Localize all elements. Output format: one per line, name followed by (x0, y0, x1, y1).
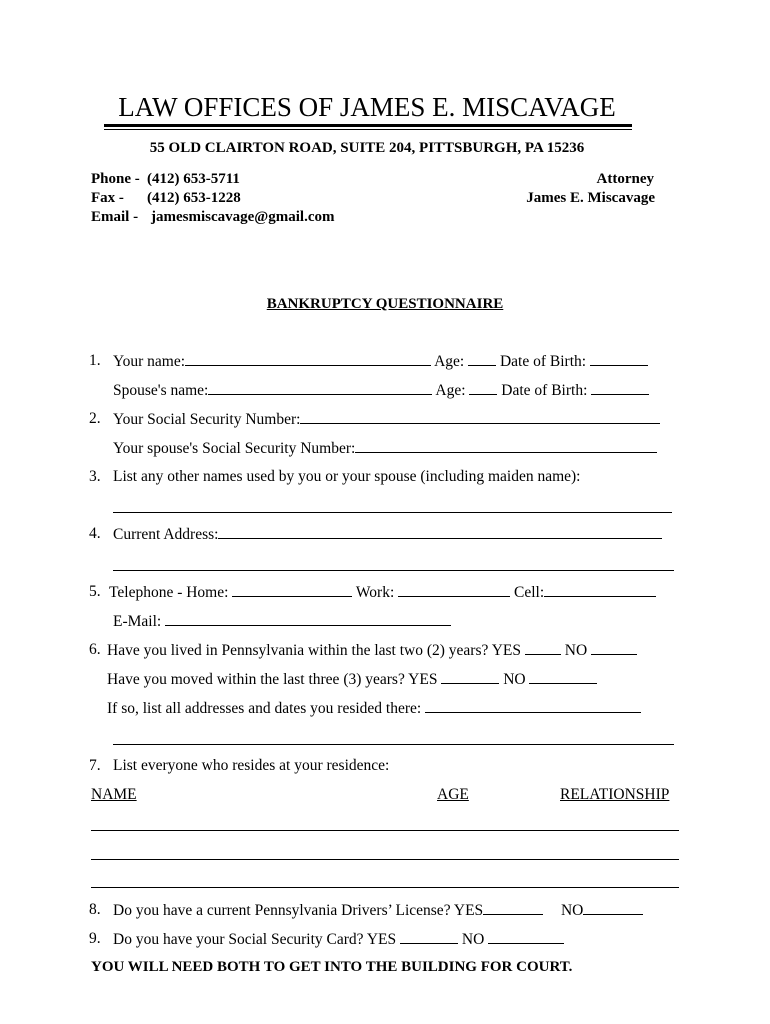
address-label: Current Address: (113, 526, 219, 543)
moved-no-field[interactable] (529, 670, 597, 684)
your-name-field[interactable] (185, 352, 431, 366)
past-addresses-field-1[interactable] (425, 699, 641, 713)
q8-number: 8. (89, 901, 101, 918)
email-field[interactable] (165, 612, 451, 626)
q8-row (113, 901, 643, 920)
firm-title: LAW OFFICES OF JAMES E. MISCAVAGE (118, 92, 616, 122)
address-field-2[interactable] (113, 570, 674, 571)
q5-number: 5. (89, 583, 101, 600)
lived-yes-label: YES (491, 642, 521, 659)
q3-number: 3. (89, 468, 101, 485)
license-yes-label: YES (453, 902, 484, 919)
spouse-dob-field[interactable] (591, 381, 649, 395)
other-names-field[interactable] (113, 512, 672, 513)
lived-yes-field[interactable] (525, 641, 561, 655)
lived-no-label: NO (564, 642, 588, 659)
q1-row (113, 352, 648, 371)
moved-no-label: NO (503, 671, 526, 688)
ssn-field[interactable] (300, 410, 660, 424)
q4-number: 4. (89, 525, 101, 542)
work-phone-label: Work: (355, 584, 395, 601)
q7-text: List everyone who resides at your residence: (113, 757, 390, 774)
dob-label: Date of Birth: (499, 353, 587, 370)
home-phone-field[interactable] (232, 583, 352, 597)
age-field[interactable] (468, 352, 496, 366)
column-name: NAME (91, 786, 137, 803)
spouse-name-label: Spouse's name: (113, 382, 209, 399)
cell-phone-label: Cell: (514, 584, 545, 601)
q2-spouse-row (113, 439, 657, 458)
fax-number: (412) 653-1228 (147, 190, 241, 206)
license-yes-field[interactable] (483, 901, 543, 915)
phone-number: (412) 653-5711 (147, 171, 240, 187)
ss-card-yes-label: YES (366, 931, 397, 948)
fax-label: Fax - (91, 190, 124, 206)
q5-email-row (113, 612, 451, 631)
q6-number: 6. (89, 641, 101, 658)
title-rule-thin (104, 129, 632, 130)
q9-number: 9. (89, 930, 101, 947)
column-age: AGE (437, 786, 469, 803)
q2-row (113, 410, 660, 429)
attorney-name: James E. Miscavage (526, 190, 655, 206)
resident-row-field[interactable] (91, 887, 679, 888)
q2-number: 2. (89, 410, 101, 427)
attorney-label: Attorney (596, 171, 654, 187)
spouse-age-field[interactable] (469, 381, 497, 395)
spouse-ssn-field[interactable] (355, 439, 657, 453)
past-addresses-field-2[interactable] (113, 744, 674, 745)
court-notice: YOU WILL NEED BOTH TO GET INTO THE BUILDING FOR COURT. (91, 959, 573, 975)
ss-card-no-field[interactable] (488, 930, 564, 944)
q6-lived-row (107, 641, 637, 660)
spouse-age-label: Age: (435, 382, 466, 399)
q9-row (113, 930, 564, 949)
license-question: Do you have a current Pennsylvania Drivers’ License? (113, 902, 451, 919)
firm-address: 55 OLD CLAIRTON ROAD, SUITE 204, PITTSBURGH, PA 15236 (149, 140, 585, 156)
lived-no-field[interactable] (591, 641, 637, 655)
home-phone-label: Telephone - Home: (109, 584, 229, 601)
moved-yes-field[interactable] (441, 670, 499, 684)
ssn-label: Your Social Security Number: (113, 411, 301, 428)
column-relationship: RELATIONSHIP (560, 786, 670, 803)
spouse-dob-label: Date of Birth: (501, 382, 588, 399)
your-name-label: Your name: (113, 353, 186, 370)
dob-field[interactable] (590, 352, 648, 366)
license-no-label: NO (560, 902, 584, 919)
spouse-ssn-label: Your spouse's Social Security Number: (113, 440, 356, 457)
ss-card-yes-field[interactable] (400, 930, 458, 944)
age-label: Age: (434, 353, 465, 370)
spouse-name-field[interactable] (208, 381, 432, 395)
q6-list-row (107, 699, 641, 718)
lived-pa-question: Have you lived in Pennsylvania within the last two (2) years? (107, 642, 489, 659)
q4-row (113, 525, 662, 544)
phone-label: Phone - (91, 171, 140, 187)
list-addresses-question: If so, list all addresses and dates you resided there: (107, 700, 422, 717)
title-rule-thick (104, 124, 632, 127)
cell-phone-field[interactable] (544, 583, 656, 597)
q6-moved-row (107, 670, 597, 689)
ss-card-no-label: NO (461, 931, 485, 948)
ss-card-question: Do you have your Social Security Card? (113, 931, 364, 948)
questionnaire-heading: BANKRUPTCY QUESTIONNAIRE (266, 296, 504, 312)
q1-number: 1. (89, 352, 101, 369)
resident-row-field[interactable] (91, 859, 679, 860)
q1-spouse-row (113, 381, 649, 400)
resident-row-field[interactable] (91, 830, 679, 831)
email-address: jamesmiscavage@gmail.com (151, 209, 335, 225)
q3-text: List any other names used by you or your spouse (including maiden name): (113, 468, 581, 485)
work-phone-field[interactable] (398, 583, 510, 597)
moved-question: Have you moved within the last three (3) years? (107, 671, 405, 688)
q7-number: 7. (89, 757, 101, 774)
moved-yes-label: YES (408, 671, 438, 688)
email-field-label: E-Mail: (113, 613, 162, 630)
email-label: Email - (91, 209, 139, 225)
address-field-1[interactable] (218, 525, 662, 539)
license-no-field[interactable] (583, 901, 643, 915)
q5-row (109, 583, 656, 602)
